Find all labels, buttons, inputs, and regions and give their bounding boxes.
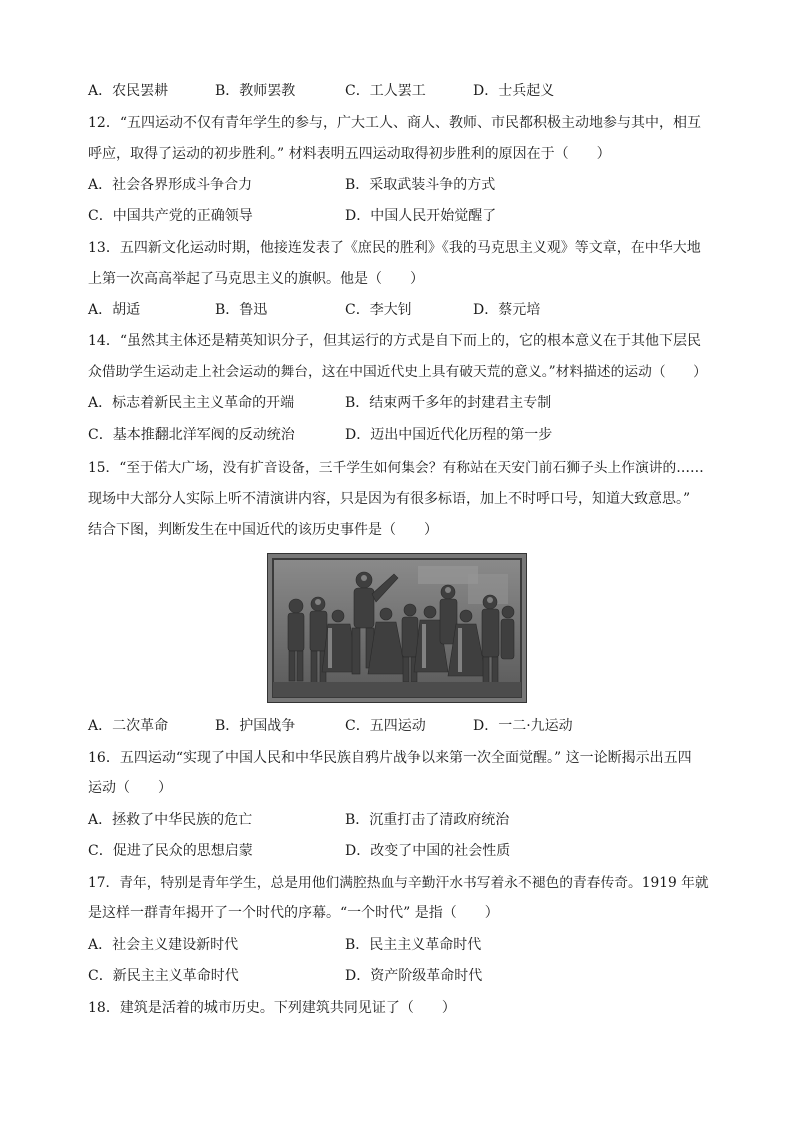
relief-sculpture-illustration xyxy=(268,554,526,702)
q17-option-b: B．民主主义革命时代 xyxy=(345,937,482,953)
q14-option-c: C．基本推翻北洋军阀的反动统治 xyxy=(88,427,295,443)
q13-options xyxy=(88,300,708,320)
q17-stem-line-1: 17．青年，特别是青年学生，总是用他们满腔热血与辛勤汗水书写着永不褪色的青春传奇。1919 年就 xyxy=(88,875,709,891)
q14-options-row-2 xyxy=(88,425,708,445)
q14-option-d: D．迈出中国近代化历程的第一步 xyxy=(345,427,553,443)
q18-stem-line-1: 18．建筑是活着的城市历史。下列建筑共同见证了（ ） xyxy=(88,1000,456,1016)
q13-option-d: D．蔡元培 xyxy=(473,302,541,318)
q13-option-c: C．李大钊 xyxy=(345,302,412,318)
q17-options-row-1 xyxy=(88,935,708,955)
q12-option-a: A．社会各界形成斗争合力 xyxy=(88,177,253,193)
q16-options-row-2 xyxy=(88,841,708,861)
q15-option-c: C．五四运动 xyxy=(345,718,426,734)
q16-option-b: B．沉重打击了清政府统治 xyxy=(345,812,510,828)
q15-option-d: D．一二·九运动 xyxy=(473,718,573,734)
q11-option-a: A．农民罢耕 xyxy=(88,83,169,99)
q14-stem-line-1: 14．“虽然其主体还是精英知识分子，但其运行的方式是自下而上的，它的根本意义在于其他下层民 xyxy=(88,333,701,349)
q14-option-a: A．标志着新民主主义革命的开端 xyxy=(88,395,295,411)
q17-option-c: C．新民主主义革命时代 xyxy=(88,968,239,984)
q15-stem-line-3: 结合下图，判断发生在中国近代的该历史事件是（ ） xyxy=(88,522,438,538)
q14-stem-line-2: 众借助学生运动走上社会运动的舞台，这在中国近代史上具有破天荒的意义。”材料描述的运动（ ） xyxy=(88,364,707,380)
q12-stem-line-1: 12．“五四运动不仅有青年学生的参与，广大工人、商人、教师、市民都积极主动地参与其中，相互 xyxy=(88,115,701,131)
q13-stem-line-1: 13．五四新文化运动时期，他接连发表了《庶民的胜利》《我的马克思主义观》等文章，在中华大地 xyxy=(88,240,701,256)
q16-option-c: C．促进了民众的思想启蒙 xyxy=(88,843,253,859)
q15-option-a: A．二次革命 xyxy=(88,718,169,734)
q11-options xyxy=(88,81,708,101)
q11-option-c: C．工人罢工 xyxy=(345,83,426,99)
q16-option-d: D．改变了中国的社会性质 xyxy=(345,843,511,859)
q12-option-b: B．采取武装斗争的方式 xyxy=(345,177,496,193)
q13-option-b: B．鲁迅 xyxy=(215,302,268,318)
q16-stem-line-2: 运动（ ） xyxy=(88,780,172,796)
q17-option-d: D．资产阶级革命时代 xyxy=(345,968,483,984)
q15-stem-line-1: 15．“至于偌大广场，没有扩音设备，三千学生如何集会？有称站在天安门前石狮子头上作演讲的…… xyxy=(88,460,704,476)
q14-option-b: B．结束两千多年的封建君主专制 xyxy=(345,395,552,411)
q16-options-row-1 xyxy=(88,810,708,830)
q13-stem-line-2: 上第一次高高举起了马克思主义的旗帜。他是（ ） xyxy=(88,271,424,287)
q15-options xyxy=(88,716,708,736)
q12-options-row-2 xyxy=(88,206,708,226)
q12-options-row-1 xyxy=(88,175,708,195)
q16-stem-line-1: 16．五四运动“实现了中国人民和中华民族自鸦片战争以来第一次全面觉醒。” 这一论断揭示出五四 xyxy=(88,750,692,766)
q14-options-row-1 xyxy=(88,393,708,413)
q17-option-a: A．社会主义建设新时代 xyxy=(88,937,239,953)
q15-option-b: B．护国战争 xyxy=(215,718,296,734)
relief-sculpture-image xyxy=(267,553,527,703)
q12-option-c: C．中国共产党的正确领导 xyxy=(88,208,253,224)
q13-option-a: A．胡适 xyxy=(88,302,141,318)
q15-stem-line-2: 现场中大部分人实际上听不清演讲内容，只是因为有很多标语，加上不时呼口号，知道大致意思。” xyxy=(88,491,691,507)
q12-option-d: D．中国人民开始觉醒了 xyxy=(345,208,497,224)
q12-stem-line-2: 呼应，取得了运动的初步胜利。” 材料表明五四运动取得初步胜利的原因在于（ ） xyxy=(88,146,611,162)
q16-option-a: A．拯救了中华民族的危亡 xyxy=(88,812,253,828)
q17-stem-line-2: 是这样一群青年揭开了一个时代的序幕。“一个时代” 是指（ ） xyxy=(88,905,499,921)
q17-options-row-2 xyxy=(88,966,708,986)
q11-option-b: B．教师罢教 xyxy=(215,83,296,99)
q11-option-d: D．士兵起义 xyxy=(473,83,555,99)
